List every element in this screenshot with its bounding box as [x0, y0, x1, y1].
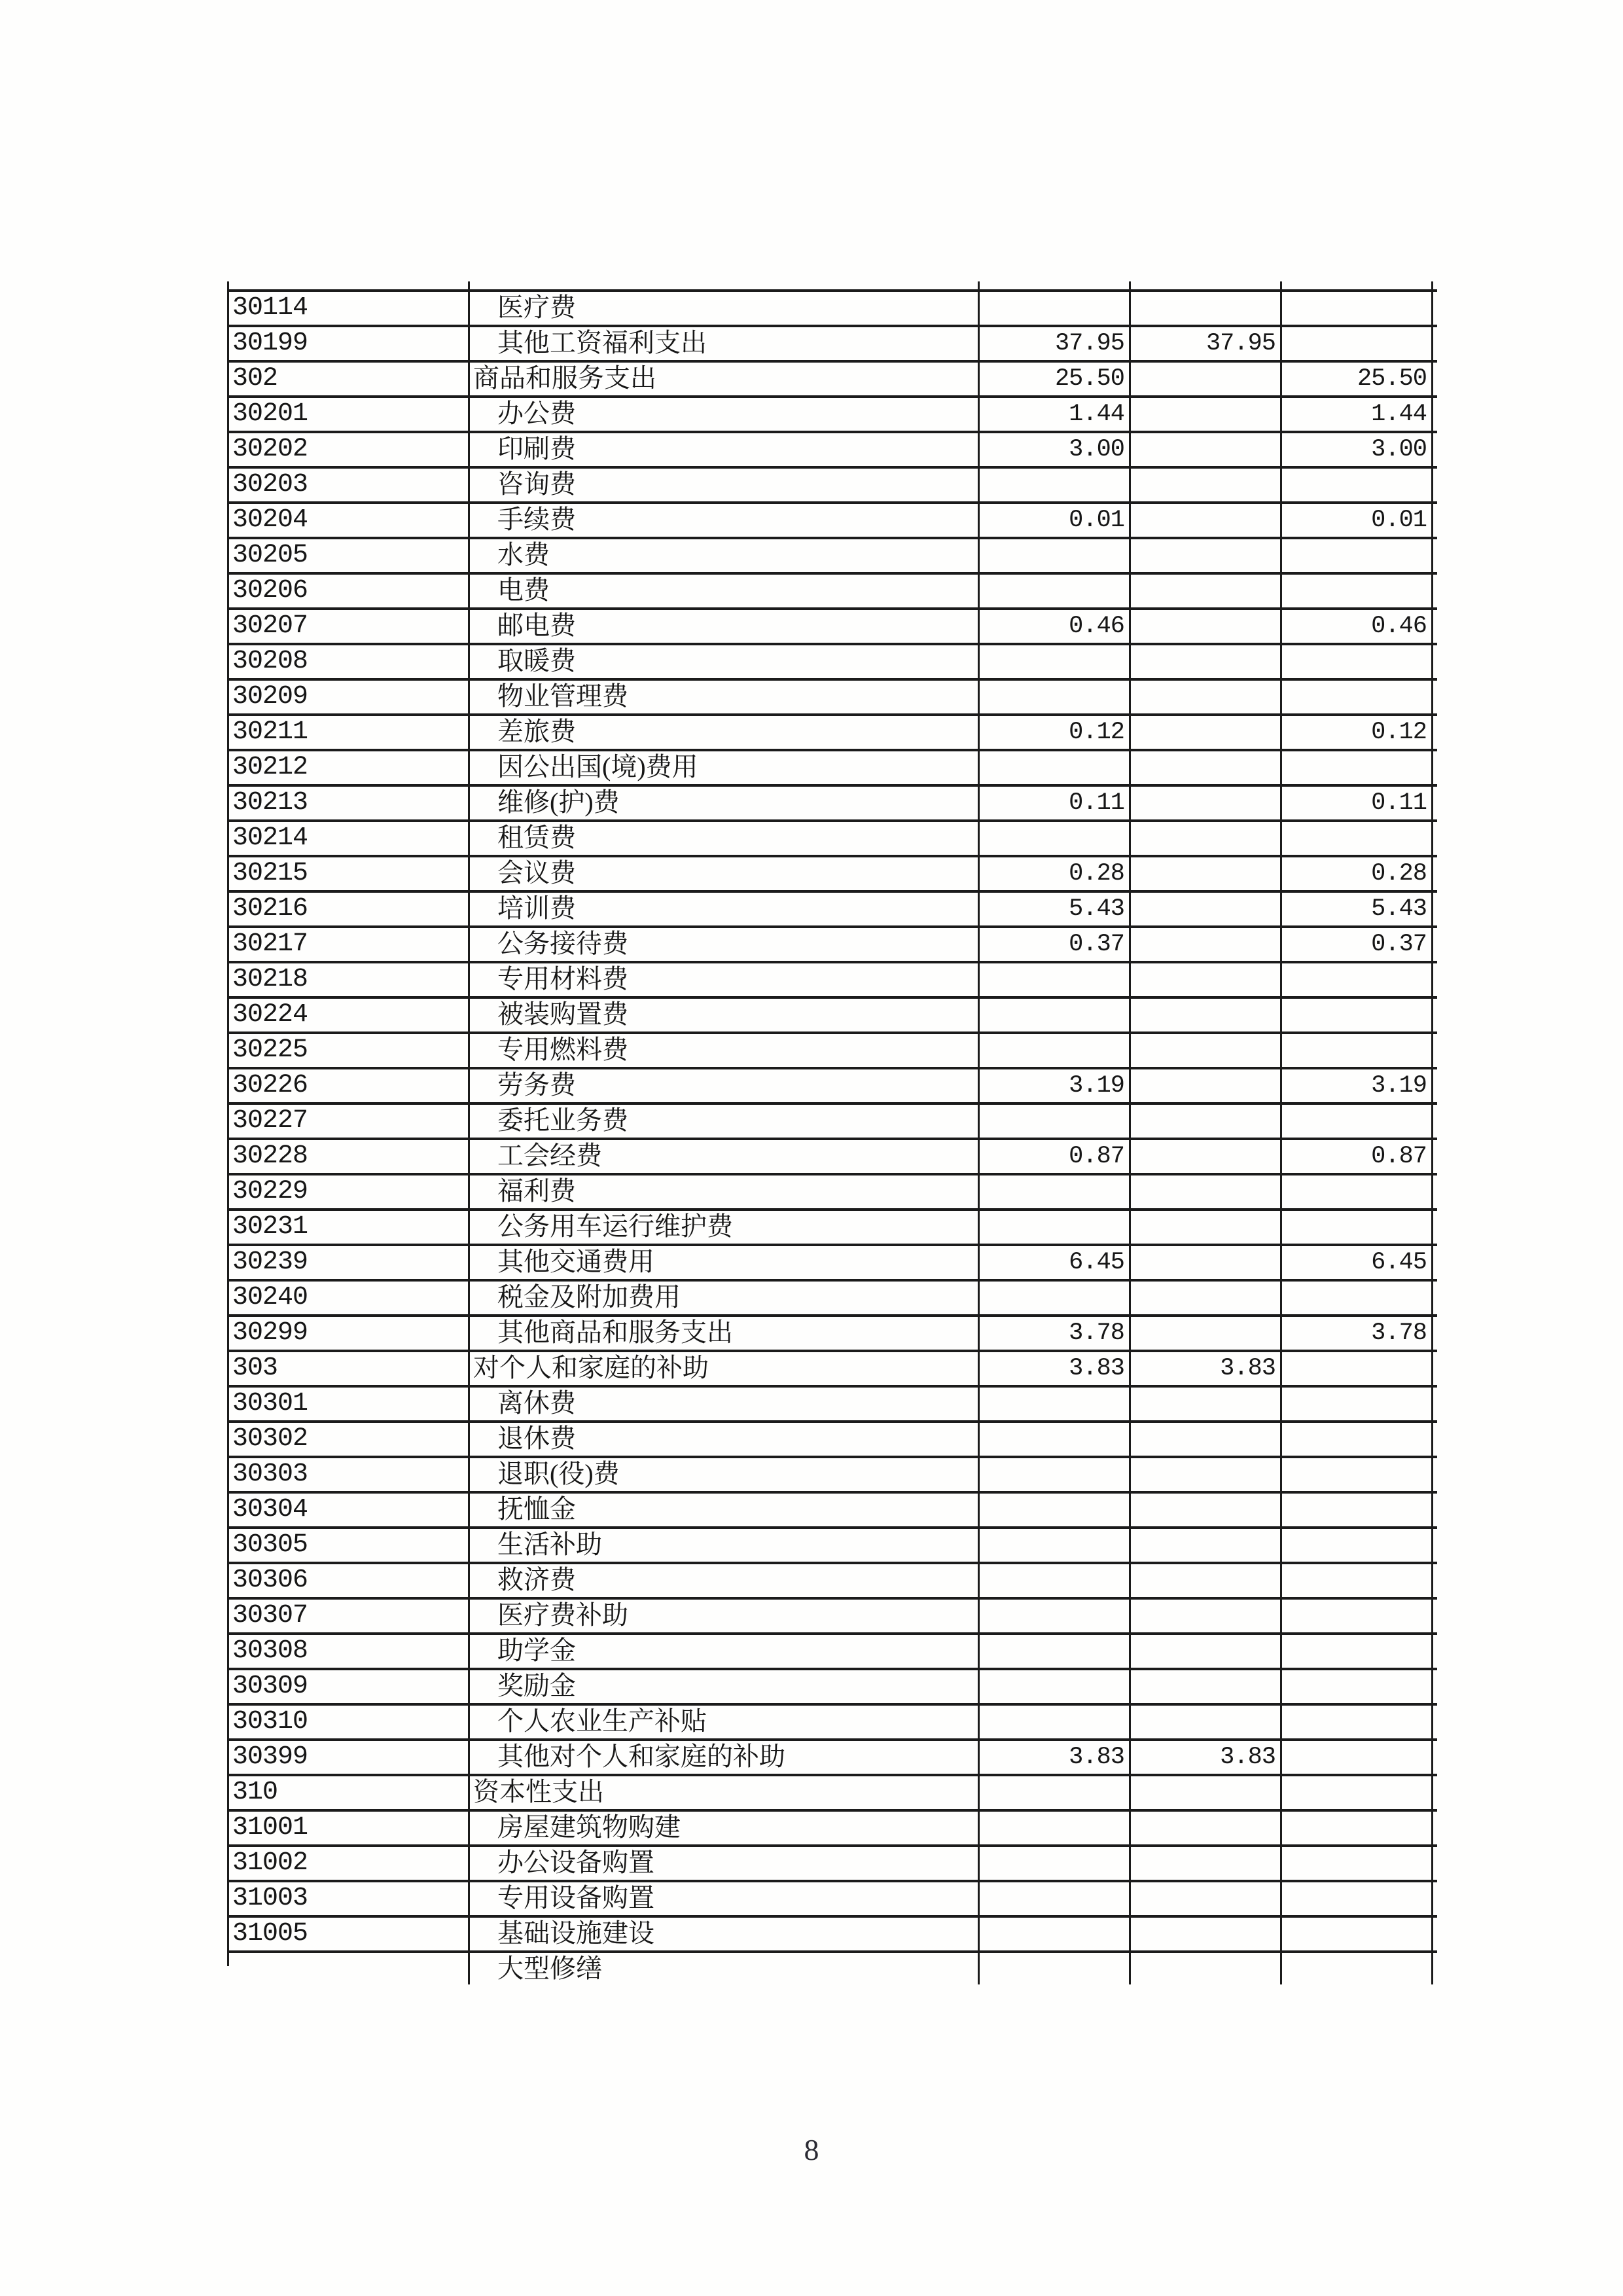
value-cell-2	[1131, 1105, 1282, 1138]
code-cell: 31001	[229, 1812, 470, 1844]
value-cell-1	[980, 1175, 1131, 1208]
code-cell: 31002	[229, 1847, 470, 1880]
value-cell-1	[980, 963, 1131, 996]
value-cell-1: 3.00	[980, 433, 1131, 467]
name-cell: 退职(役)费	[470, 1458, 980, 1491]
value-cell-1	[980, 1282, 1131, 1314]
value-cell-2	[1131, 610, 1282, 643]
value-cell-3: 0.46	[1282, 610, 1433, 643]
code-cell: 30213	[229, 787, 470, 820]
name-cell: 基础设施建设	[470, 1918, 980, 1950]
name-cell: 商品和服务支出	[470, 363, 980, 396]
name-cell: 资本性支出	[470, 1776, 980, 1809]
value-cell	[1131, 1953, 1282, 1984]
code-cell: 30305	[229, 1529, 470, 1562]
value-cell-3	[1282, 1847, 1433, 1880]
code-cell: 30209	[229, 681, 470, 713]
value-cell-3	[1282, 1882, 1433, 1915]
value-cell-3	[1282, 1388, 1433, 1420]
table-row	[229, 925, 1437, 961]
name-cell: 维修(护)费	[470, 787, 980, 820]
name-cell: 办公设备购置	[470, 1847, 980, 1880]
code-cell: 30208	[229, 645, 470, 678]
value-cell	[1282, 1953, 1433, 1984]
code-cell: 30218	[229, 963, 470, 996]
value-cell-2	[1131, 1918, 1282, 1950]
name-cell: 办公费	[470, 398, 980, 431]
code-cell: 30231	[229, 1211, 470, 1244]
value-cell-3	[1282, 327, 1433, 361]
value-cell-2	[1131, 1529, 1282, 1562]
table-row	[229, 360, 1437, 395]
value-cell-2: 3.83	[1131, 1352, 1282, 1386]
value-cell-3	[1282, 1812, 1433, 1844]
value-cell-1: 1.44	[980, 398, 1131, 431]
table-row	[229, 1597, 1437, 1632]
value-cell-3	[1282, 645, 1433, 678]
code-cell: 30299	[229, 1317, 470, 1350]
value-cell-3	[1282, 1423, 1433, 1456]
table-bottom-clipped-row	[229, 1950, 1437, 1983]
table-row	[229, 784, 1437, 819]
table-row	[229, 1173, 1437, 1208]
value-cell-2	[1131, 1211, 1282, 1244]
code-cell: 30307	[229, 1600, 470, 1632]
value-cell-1	[980, 1388, 1131, 1420]
name-cell: 委托业务费	[470, 1105, 980, 1138]
code-cell: 30229	[229, 1175, 470, 1208]
name-cell: 差旅费	[470, 716, 980, 749]
value-cell-2	[1131, 716, 1282, 749]
value-cell-2	[1131, 1670, 1282, 1703]
value-cell-3: 0.28	[1282, 857, 1433, 891]
value-cell-2	[1131, 1882, 1282, 1915]
value-cell-3	[1282, 1529, 1433, 1562]
value-cell-3	[1282, 1600, 1433, 1632]
code-cell: 303	[229, 1352, 470, 1386]
table-row	[229, 1244, 1437, 1279]
name-cell: 其他商品和服务支出	[470, 1317, 980, 1350]
code-cell: 30201	[229, 398, 470, 431]
value-cell-2	[1131, 1246, 1282, 1280]
code-cell: 30202	[229, 433, 470, 467]
value-cell-2	[1131, 999, 1282, 1031]
table-row	[229, 1456, 1437, 1491]
value-cell-1	[980, 1529, 1131, 1562]
value-cell-2	[1131, 1564, 1282, 1597]
value-cell-3	[1282, 1706, 1433, 1738]
value-cell-3	[1282, 539, 1433, 572]
table-row	[229, 537, 1437, 572]
value-cell-1	[980, 822, 1131, 855]
value-cell-3	[1282, 822, 1433, 855]
value-cell-1	[980, 645, 1131, 678]
table-row	[229, 1632, 1437, 1668]
value-cell-3: 3.19	[1282, 1069, 1433, 1103]
name-cell: 退休费	[470, 1423, 980, 1456]
value-cell-1: 3.78	[980, 1317, 1131, 1350]
code-cell: 30304	[229, 1494, 470, 1526]
value-cell-2	[1131, 928, 1282, 961]
value-cell-3: 0.37	[1282, 928, 1433, 961]
code-cell: 30199	[229, 327, 470, 361]
table-row	[229, 1703, 1437, 1738]
table-row	[229, 1102, 1437, 1138]
value-cell-3: 5.43	[1282, 893, 1433, 926]
table-row	[229, 961, 1437, 996]
value-cell-2	[1131, 1317, 1282, 1350]
table-cell	[470, 281, 980, 289]
value-cell-3	[1282, 1282, 1433, 1314]
code-cell: 30217	[229, 928, 470, 961]
table-row	[229, 890, 1437, 925]
value-cell-1	[980, 469, 1131, 501]
value-cell-2: 37.95	[1131, 327, 1282, 361]
name-cell: 咨询费	[470, 469, 980, 501]
table-row	[229, 1420, 1437, 1456]
table-row	[229, 713, 1437, 749]
value-cell-2	[1131, 1494, 1282, 1526]
value-cell-3: 25.50	[1282, 363, 1433, 396]
code-cell: 30303	[229, 1458, 470, 1491]
table-row	[229, 643, 1437, 678]
expenditure-table	[227, 281, 1437, 1983]
value-cell-3	[1282, 469, 1433, 501]
name-cell: 因公出国(境)费用	[470, 751, 980, 784]
value-cell-1: 25.50	[980, 363, 1131, 396]
table-row	[229, 1915, 1437, 1950]
code-cell: 30399	[229, 1741, 470, 1774]
value-cell-2	[1131, 1458, 1282, 1491]
code-cell: 30224	[229, 999, 470, 1031]
table-row	[229, 1067, 1437, 1102]
value-cell-2	[1131, 1175, 1282, 1208]
table-row	[229, 855, 1437, 890]
name-cell: 个人农业生产补贴	[470, 1706, 980, 1738]
code-cell: 30214	[229, 822, 470, 855]
value-cell-3	[1282, 1741, 1433, 1774]
value-cell-1: 0.46	[980, 610, 1131, 643]
value-cell-3	[1282, 1564, 1433, 1597]
value-cell-1: 37.95	[980, 327, 1131, 361]
value-cell-3	[1282, 292, 1433, 325]
table-row	[229, 501, 1437, 537]
name-cell: 助学金	[470, 1635, 980, 1668]
name-cell: 抚恤金	[470, 1494, 980, 1526]
value-cell-1	[980, 1211, 1131, 1244]
name-cell: 其他工资福利支出	[470, 327, 980, 361]
value-cell-2	[1131, 398, 1282, 431]
table-row	[229, 1526, 1437, 1562]
value-cell-2	[1131, 1034, 1282, 1067]
value-cell-1: 0.87	[980, 1140, 1131, 1174]
value-cell-1	[980, 1670, 1131, 1703]
table-row	[229, 1208, 1437, 1244]
table-row	[229, 1491, 1437, 1526]
value-cell-1	[980, 1706, 1131, 1738]
code-cell: 30114	[229, 292, 470, 325]
value-cell-3	[1282, 1352, 1433, 1386]
code-cell: 30204	[229, 504, 470, 537]
table-row	[229, 1880, 1437, 1915]
table-row	[229, 572, 1437, 607]
name-cell: 培训费	[470, 893, 980, 926]
value-cell-1: 0.11	[980, 787, 1131, 820]
name-cell: 工会经费	[470, 1140, 980, 1174]
table-row	[229, 1774, 1437, 1809]
value-cell-1: 0.28	[980, 857, 1131, 891]
name-cell: 专用材料费	[470, 963, 980, 996]
value-cell-1: 0.01	[980, 504, 1131, 537]
value-cell-2	[1131, 539, 1282, 572]
name-cell: 被装购置费	[470, 999, 980, 1031]
value-cell-1	[980, 1458, 1131, 1491]
value-cell-3	[1282, 1034, 1433, 1067]
value-cell-1: 6.45	[980, 1246, 1131, 1280]
code-cell: 310	[229, 1776, 470, 1809]
table-cell	[229, 281, 470, 289]
value-cell-2	[1131, 1388, 1282, 1420]
value-cell-3: 0.12	[1282, 716, 1433, 749]
name-cell: 离休费	[470, 1388, 980, 1420]
table-row	[229, 678, 1437, 713]
code-cell: 30308	[229, 1635, 470, 1668]
code-cell: 30207	[229, 610, 470, 643]
value-cell-1: 0.37	[980, 928, 1131, 961]
value-cell-2	[1131, 1706, 1282, 1738]
code-cell: 30240	[229, 1282, 470, 1314]
table-top-clipped-row	[229, 281, 1437, 289]
value-cell-2: 3.83	[1131, 1741, 1282, 1774]
table-cell	[980, 281, 1131, 289]
value-cell-2	[1131, 963, 1282, 996]
name-cell: 房屋建筑物购建	[470, 1812, 980, 1844]
name-cell: 会议费	[470, 857, 980, 891]
value-cell-1	[980, 1918, 1131, 1950]
code-cell: 30227	[229, 1105, 470, 1138]
value-cell-1: 3.19	[980, 1069, 1131, 1103]
value-cell-3	[1282, 1458, 1433, 1491]
name-cell: 手续费	[470, 504, 980, 537]
value-cell-1: 3.83	[980, 1352, 1131, 1386]
value-cell-2	[1131, 1847, 1282, 1880]
value-cell-1	[980, 1776, 1131, 1809]
name-cell: 医疗费	[470, 292, 980, 325]
value-cell-3	[1282, 681, 1433, 713]
value-cell-2	[1131, 1140, 1282, 1174]
name-cell: 税金及附加费用	[470, 1282, 980, 1314]
value-cell-3: 3.00	[1282, 433, 1433, 467]
table-row	[229, 1350, 1437, 1385]
value-cell-2	[1131, 1812, 1282, 1844]
value-cell-2	[1131, 504, 1282, 537]
table-row	[229, 1844, 1437, 1880]
name-cell: 其他对个人和家庭的补助	[470, 1741, 980, 1774]
name-cell: 公务用车运行维护费	[470, 1211, 980, 1244]
code-cell: 30239	[229, 1246, 470, 1280]
value-cell-1	[980, 999, 1131, 1031]
code-cell: 30302	[229, 1423, 470, 1456]
value-cell-1	[980, 1423, 1131, 1456]
name-cell: 其他交通费用	[470, 1246, 980, 1280]
name-cell: 专用设备购置	[470, 1882, 980, 1915]
table-row	[229, 325, 1437, 360]
table-row	[229, 749, 1437, 784]
code-cell: 31005	[229, 1918, 470, 1950]
table-cell	[1131, 281, 1282, 289]
table-row	[229, 1385, 1437, 1420]
value-cell-2	[1131, 857, 1282, 891]
value-cell-2	[1131, 787, 1282, 820]
code-cell: 30211	[229, 716, 470, 749]
value-cell-3	[1282, 1175, 1433, 1208]
table-row	[229, 996, 1437, 1031]
table-row	[229, 1738, 1437, 1774]
value-cell-3: 1.44	[1282, 398, 1433, 431]
code-cell: 30205	[229, 539, 470, 572]
name-cell: 公务接待费	[470, 928, 980, 961]
table-row	[229, 1668, 1437, 1703]
value-cell-2	[1131, 575, 1282, 607]
value-cell-1: 3.83	[980, 1741, 1131, 1774]
value-cell-3	[1282, 575, 1433, 607]
table-row	[229, 289, 1437, 325]
name-cell: 租赁费	[470, 822, 980, 855]
value-cell-1	[980, 1635, 1131, 1668]
code-cell: 30301	[229, 1388, 470, 1420]
value-cell-2	[1131, 822, 1282, 855]
value-cell-3: 0.87	[1282, 1140, 1433, 1174]
table-row	[229, 1138, 1437, 1173]
table-row	[229, 607, 1437, 643]
code-cell: 31003	[229, 1882, 470, 1915]
name-cell: 取暖费	[470, 645, 980, 678]
name-cell: 奖励金	[470, 1670, 980, 1703]
value-cell-3: 0.01	[1282, 504, 1433, 537]
value-cell-3	[1282, 1918, 1433, 1950]
value-cell-1	[980, 681, 1131, 713]
code-cell: 30215	[229, 857, 470, 891]
table-row	[229, 1279, 1437, 1314]
value-cell-2	[1131, 893, 1282, 926]
value-cell-3	[1282, 1776, 1433, 1809]
value-cell-1	[980, 1600, 1131, 1632]
value-cell-3	[1282, 963, 1433, 996]
code-cell: 30228	[229, 1140, 470, 1174]
value-cell-3	[1282, 999, 1433, 1031]
name-cell: 大型修缮	[470, 1953, 980, 1984]
code-cell: 30212	[229, 751, 470, 784]
value-cell-1	[980, 292, 1131, 325]
value-cell-2	[1131, 681, 1282, 713]
value-cell	[980, 1953, 1131, 1984]
code-cell: 30203	[229, 469, 470, 501]
value-cell-1: 5.43	[980, 893, 1131, 926]
value-cell-3: 3.78	[1282, 1317, 1433, 1350]
code-cell: 30216	[229, 893, 470, 926]
page-number: 8	[804, 2133, 819, 2166]
value-cell-2	[1131, 751, 1282, 784]
value-cell-1	[980, 539, 1131, 572]
name-cell: 专用燃料费	[470, 1034, 980, 1067]
value-cell-2	[1131, 363, 1282, 396]
value-cell-1	[980, 1847, 1131, 1880]
table-row	[229, 466, 1437, 501]
table-cell	[1282, 281, 1433, 289]
code-cell: 30310	[229, 1706, 470, 1738]
value-cell-2	[1131, 1282, 1282, 1314]
value-cell-3	[1282, 751, 1433, 784]
code-cell: 30206	[229, 575, 470, 607]
value-cell-3	[1282, 1211, 1433, 1244]
code-cell: 30309	[229, 1670, 470, 1703]
value-cell-1	[980, 1564, 1131, 1597]
name-cell: 生活补助	[470, 1529, 980, 1562]
table-row	[229, 1031, 1437, 1067]
value-cell-3: 0.11	[1282, 787, 1433, 820]
table-row	[229, 395, 1437, 431]
value-cell-2	[1131, 1423, 1282, 1456]
name-cell: 福利费	[470, 1175, 980, 1208]
code-cell: 30226	[229, 1069, 470, 1103]
value-cell-1	[980, 575, 1131, 607]
table-row	[229, 1562, 1437, 1597]
value-cell-2	[1131, 1600, 1282, 1632]
value-cell-2	[1131, 1776, 1282, 1809]
name-cell: 水费	[470, 539, 980, 572]
value-cell-2	[1131, 433, 1282, 467]
table-row	[229, 1809, 1437, 1844]
table-row	[229, 431, 1437, 466]
name-cell: 救济费	[470, 1564, 980, 1597]
value-cell-2	[1131, 1635, 1282, 1668]
value-cell-1	[980, 1105, 1131, 1138]
value-cell-1: 0.12	[980, 716, 1131, 749]
code-cell: 302	[229, 363, 470, 396]
value-cell-3	[1282, 1105, 1433, 1138]
name-cell: 邮电费	[470, 610, 980, 643]
value-cell-1	[980, 1882, 1131, 1915]
value-cell-3: 6.45	[1282, 1246, 1433, 1280]
code-cell: 30306	[229, 1564, 470, 1597]
code-cell	[229, 1953, 470, 1984]
value-cell-2	[1131, 292, 1282, 325]
table-row	[229, 1314, 1437, 1350]
value-cell-3	[1282, 1635, 1433, 1668]
table-row	[229, 819, 1437, 855]
name-cell: 对个人和家庭的补助	[470, 1352, 980, 1386]
name-cell: 印刷费	[470, 433, 980, 467]
value-cell-2	[1131, 469, 1282, 501]
value-cell-3	[1282, 1494, 1433, 1526]
name-cell: 劳务费	[470, 1069, 980, 1103]
name-cell: 物业管理费	[470, 681, 980, 713]
value-cell-1	[980, 1812, 1131, 1844]
value-cell-1	[980, 751, 1131, 784]
name-cell: 医疗费补助	[470, 1600, 980, 1632]
value-cell-3	[1282, 1670, 1433, 1703]
value-cell-1	[980, 1034, 1131, 1067]
name-cell: 电费	[470, 575, 980, 607]
value-cell-1	[980, 1494, 1131, 1526]
value-cell-2	[1131, 1069, 1282, 1103]
code-cell: 30225	[229, 1034, 470, 1067]
value-cell-2	[1131, 645, 1282, 678]
